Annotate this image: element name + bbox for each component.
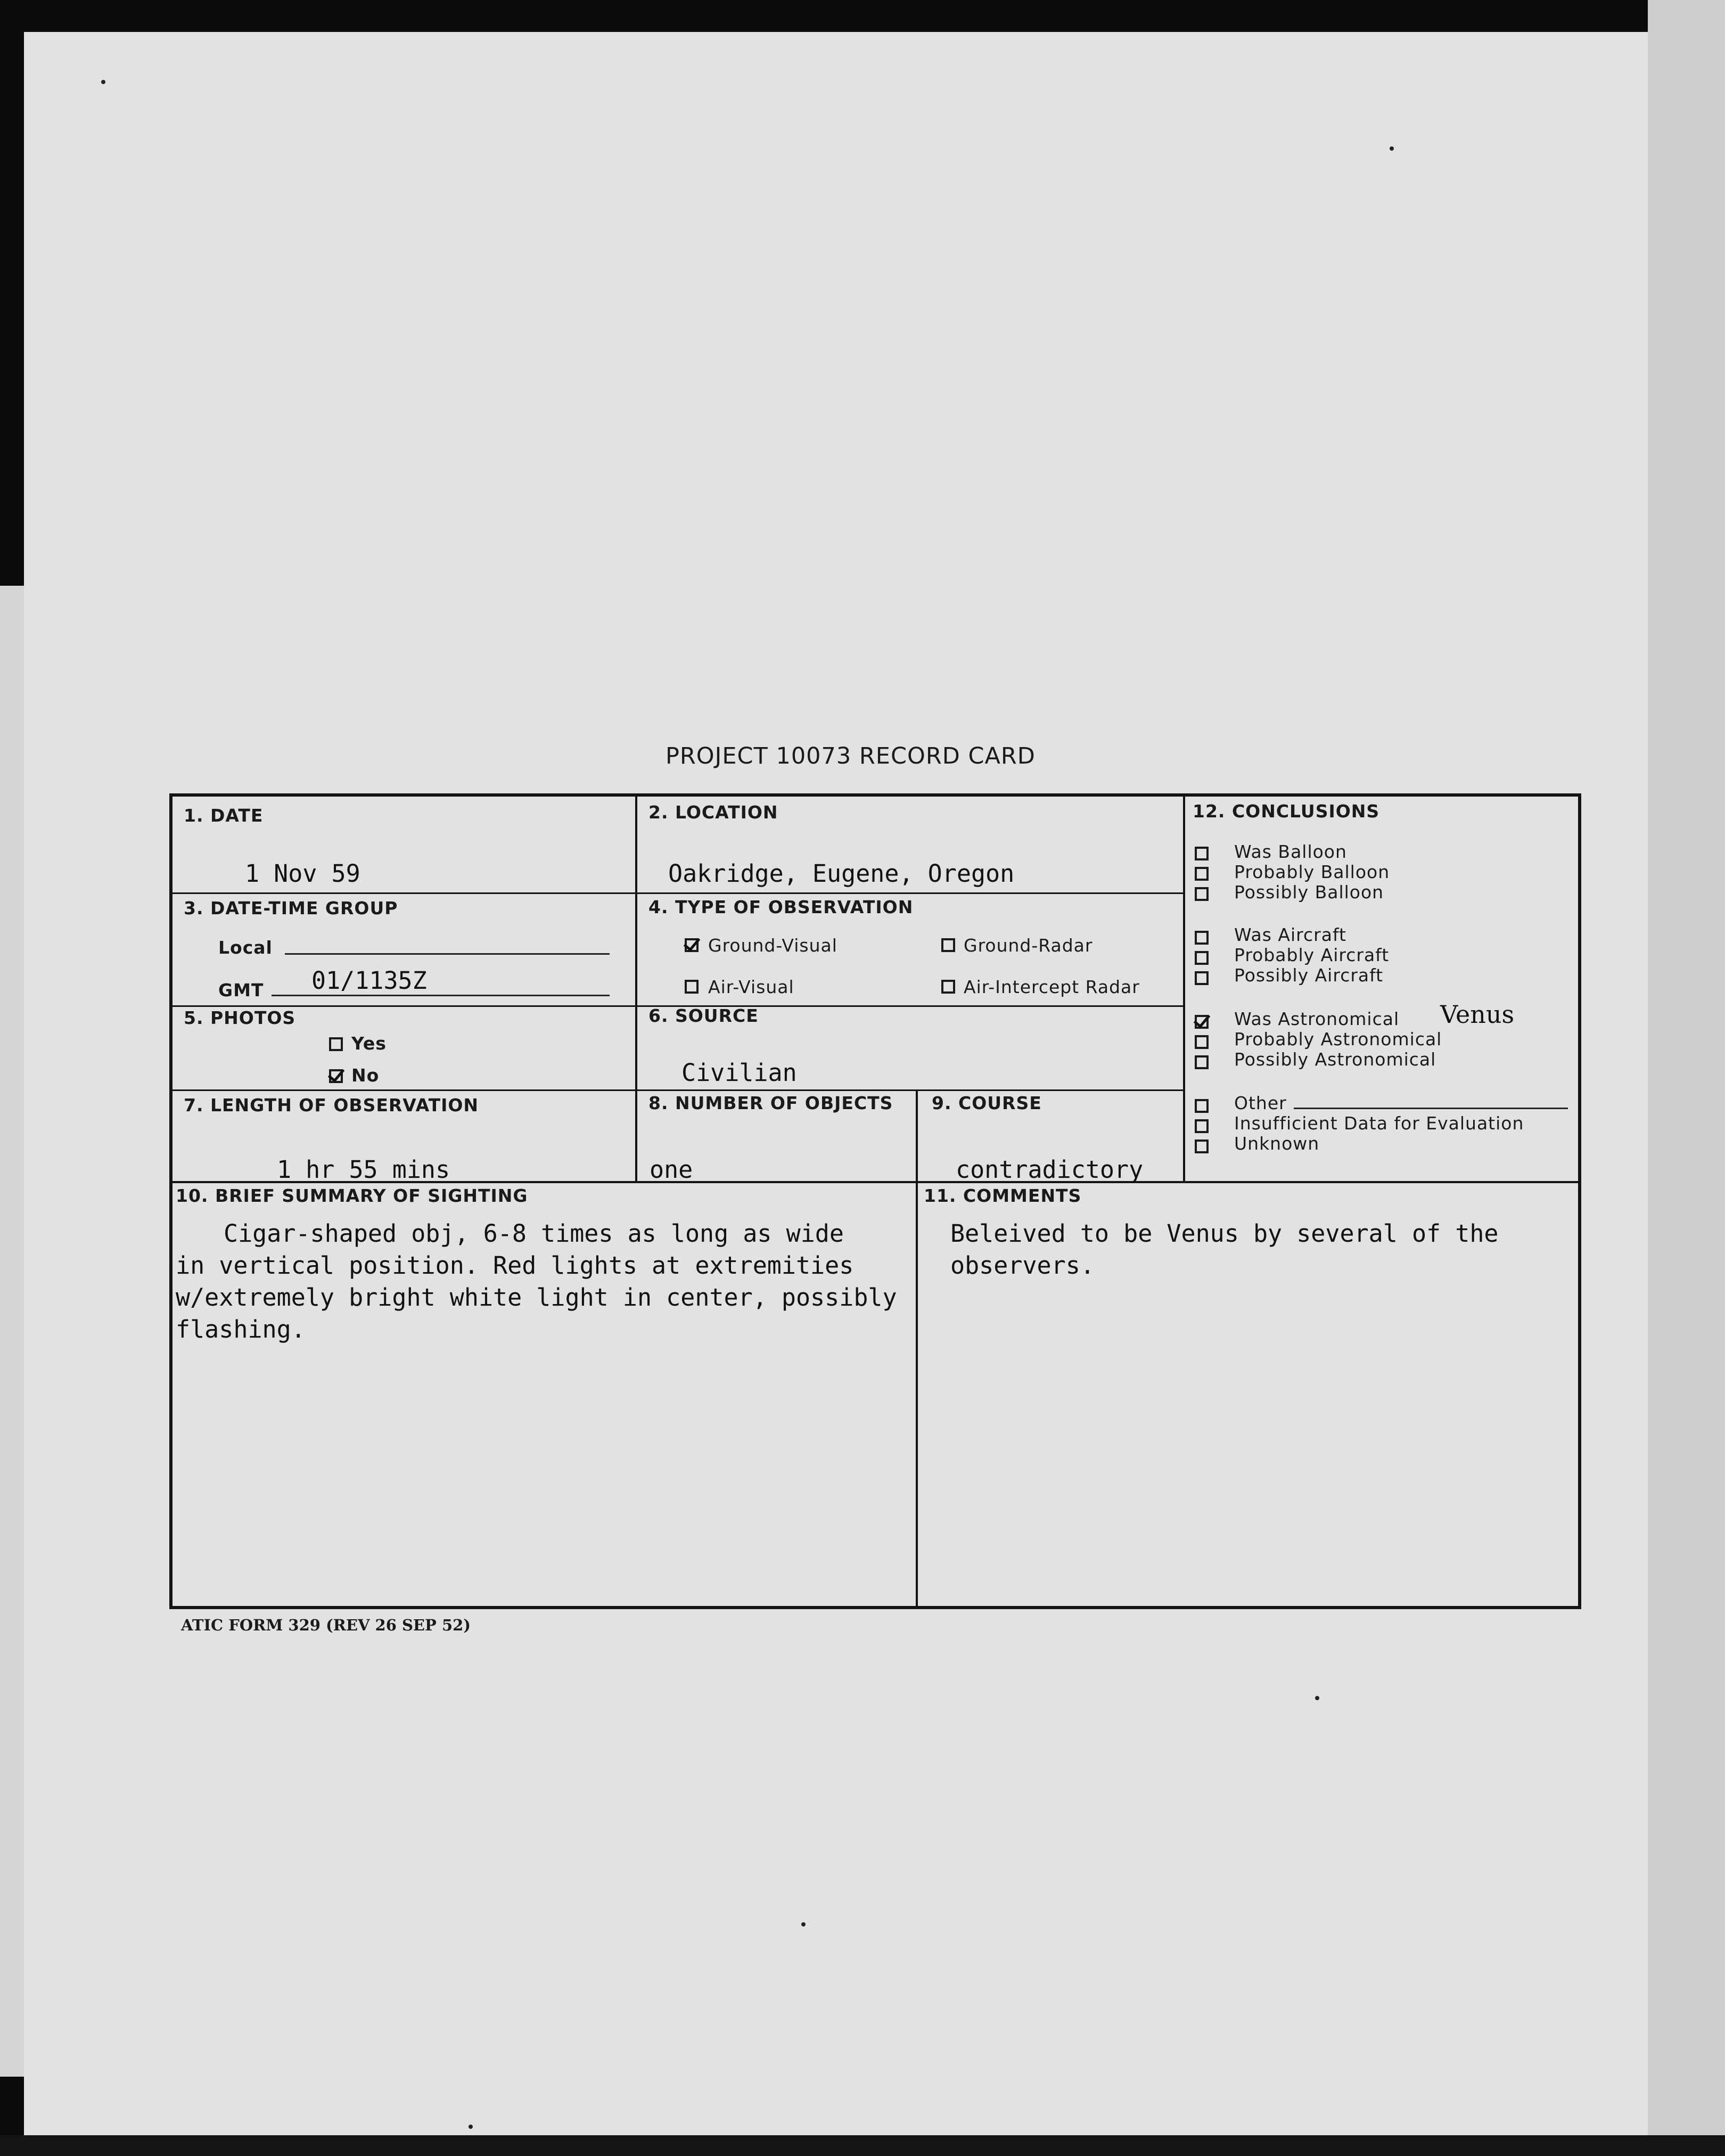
gmt-value: 01/1135Z bbox=[311, 966, 427, 995]
probably-astronomical-label: Probably Astronomical bbox=[1234, 1029, 1442, 1050]
air-visual-checkbox[interactable] bbox=[685, 980, 699, 994]
probably-astronomical-checkbox[interactable] bbox=[1195, 1035, 1209, 1049]
film-bottom-edge bbox=[0, 2135, 1725, 2156]
source-value: Civilian bbox=[681, 1059, 797, 1087]
air-visual-label: Air-Visual bbox=[708, 977, 794, 997]
dust-speck bbox=[1315, 1696, 1319, 1700]
summary-line: flashing. bbox=[176, 1315, 306, 1343]
number-of-objects-label: 8. NUMBER OF OBJECTS bbox=[648, 1093, 893, 1113]
local-time-label: Local bbox=[218, 937, 273, 958]
date-label: 1. DATE bbox=[184, 805, 264, 826]
probably-balloon-checkbox[interactable] bbox=[1195, 867, 1209, 881]
length-of-observation-label: 7. LENGTH OF OBSERVATION bbox=[184, 1095, 479, 1116]
comments-line: Beleived to be Venus by several of the bbox=[950, 1219, 1499, 1248]
course-label: 9. COURSE bbox=[932, 1093, 1042, 1113]
brief-summary-label: 10. BRIEF SUMMARY OF SIGHTING bbox=[176, 1185, 528, 1206]
was-balloon-checkbox[interactable] bbox=[1195, 847, 1209, 860]
astronomical-note: Venus bbox=[1440, 1000, 1515, 1029]
summary-line: w/extremely bright white light in center, possibly bbox=[176, 1283, 897, 1311]
photos-no-checkbox[interactable] bbox=[329, 1069, 343, 1083]
other-checkbox[interactable] bbox=[1195, 1099, 1209, 1113]
comments-label: 11. COMMENTS bbox=[924, 1185, 1082, 1206]
photos-yes-checkbox[interactable] bbox=[329, 1037, 343, 1051]
ground-radar-label: Ground-Radar bbox=[964, 935, 1093, 956]
insufficient-data-label: Insufficient Data for Evaluation bbox=[1234, 1113, 1524, 1134]
ground-visual-checkbox[interactable] bbox=[685, 938, 699, 952]
summary-line: Cigar-shaped obj, 6-8 times as long as wide bbox=[224, 1219, 844, 1248]
conclusions-label: 12. CONCLUSIONS bbox=[1193, 801, 1380, 822]
summary-line: in vertical position. Red lights at extremities bbox=[176, 1251, 854, 1280]
possibly-astronomical-checkbox[interactable] bbox=[1195, 1055, 1209, 1069]
probably-balloon-label: Probably Balloon bbox=[1234, 862, 1390, 882]
length-of-observation-value: 1 hr 55 mins bbox=[277, 1155, 450, 1184]
local-time-line bbox=[285, 953, 610, 955]
was-balloon-label: Was Balloon bbox=[1234, 841, 1347, 862]
number-of-objects-value: one bbox=[650, 1155, 693, 1184]
photos-label: 5. PHOTOS bbox=[184, 1007, 296, 1028]
sheet-left-edge bbox=[0, 586, 24, 2077]
comments-line: observers. bbox=[950, 1251, 1095, 1280]
possibly-balloon-label: Possibly Balloon bbox=[1234, 882, 1384, 903]
ground-radar-checkbox[interactable] bbox=[941, 938, 955, 952]
gmt-label: GMT bbox=[218, 980, 264, 1001]
date-time-group-label: 3. DATE-TIME GROUP bbox=[184, 898, 398, 919]
was-aircraft-checkbox[interactable] bbox=[1195, 931, 1209, 945]
was-astronomical-checkbox[interactable] bbox=[1195, 1015, 1209, 1029]
possibly-aircraft-label: Possibly Aircraft bbox=[1234, 965, 1384, 986]
ground-visual-label: Ground-Visual bbox=[708, 935, 837, 956]
air-intercept-radar-label: Air-Intercept Radar bbox=[964, 977, 1140, 997]
course-value: contradictory bbox=[956, 1155, 1144, 1184]
photos-no-label: No bbox=[351, 1065, 380, 1086]
gmt-line bbox=[272, 995, 610, 996]
possibly-aircraft-checkbox[interactable] bbox=[1195, 971, 1209, 985]
form-number: ATIC FORM 329 (REV 26 SEP 52) bbox=[181, 1616, 471, 1634]
sheet-right-margin bbox=[1648, 0, 1725, 2156]
dust-speck bbox=[469, 2125, 473, 2129]
air-intercept-radar-checkbox[interactable] bbox=[941, 980, 955, 994]
insufficient-data-checkbox[interactable] bbox=[1195, 1119, 1209, 1133]
photographed-sheet bbox=[24, 32, 1648, 2141]
type-of-observation-label: 4. TYPE OF OBSERVATION bbox=[648, 897, 914, 917]
unknown-label: Unknown bbox=[1234, 1133, 1320, 1154]
date-value: 1 Nov 59 bbox=[245, 859, 360, 888]
probably-aircraft-label: Probably Aircraft bbox=[1234, 945, 1390, 965]
possibly-balloon-checkbox[interactable] bbox=[1195, 887, 1209, 901]
photos-yes-label: Yes bbox=[351, 1033, 387, 1054]
was-astronomical-label: Was Astronomical bbox=[1234, 1009, 1400, 1029]
source-label: 6. SOURCE bbox=[648, 1005, 759, 1026]
dust-speck bbox=[1390, 146, 1394, 151]
dust-speck bbox=[801, 1922, 806, 1927]
location-value: Oakridge, Eugene, Oregon bbox=[668, 859, 1015, 888]
probably-aircraft-checkbox[interactable] bbox=[1195, 951, 1209, 965]
unknown-checkbox[interactable] bbox=[1195, 1140, 1209, 1153]
other-label: Other bbox=[1234, 1093, 1287, 1113]
other-line bbox=[1294, 1108, 1568, 1109]
location-label: 2. LOCATION bbox=[648, 802, 778, 823]
possibly-astronomical-label: Possibly Astronomical bbox=[1234, 1049, 1436, 1070]
was-aircraft-label: Was Aircraft bbox=[1234, 924, 1346, 945]
card-title: PROJECT 10073 RECORD CARD bbox=[666, 743, 1036, 769]
dust-speck bbox=[101, 80, 105, 84]
